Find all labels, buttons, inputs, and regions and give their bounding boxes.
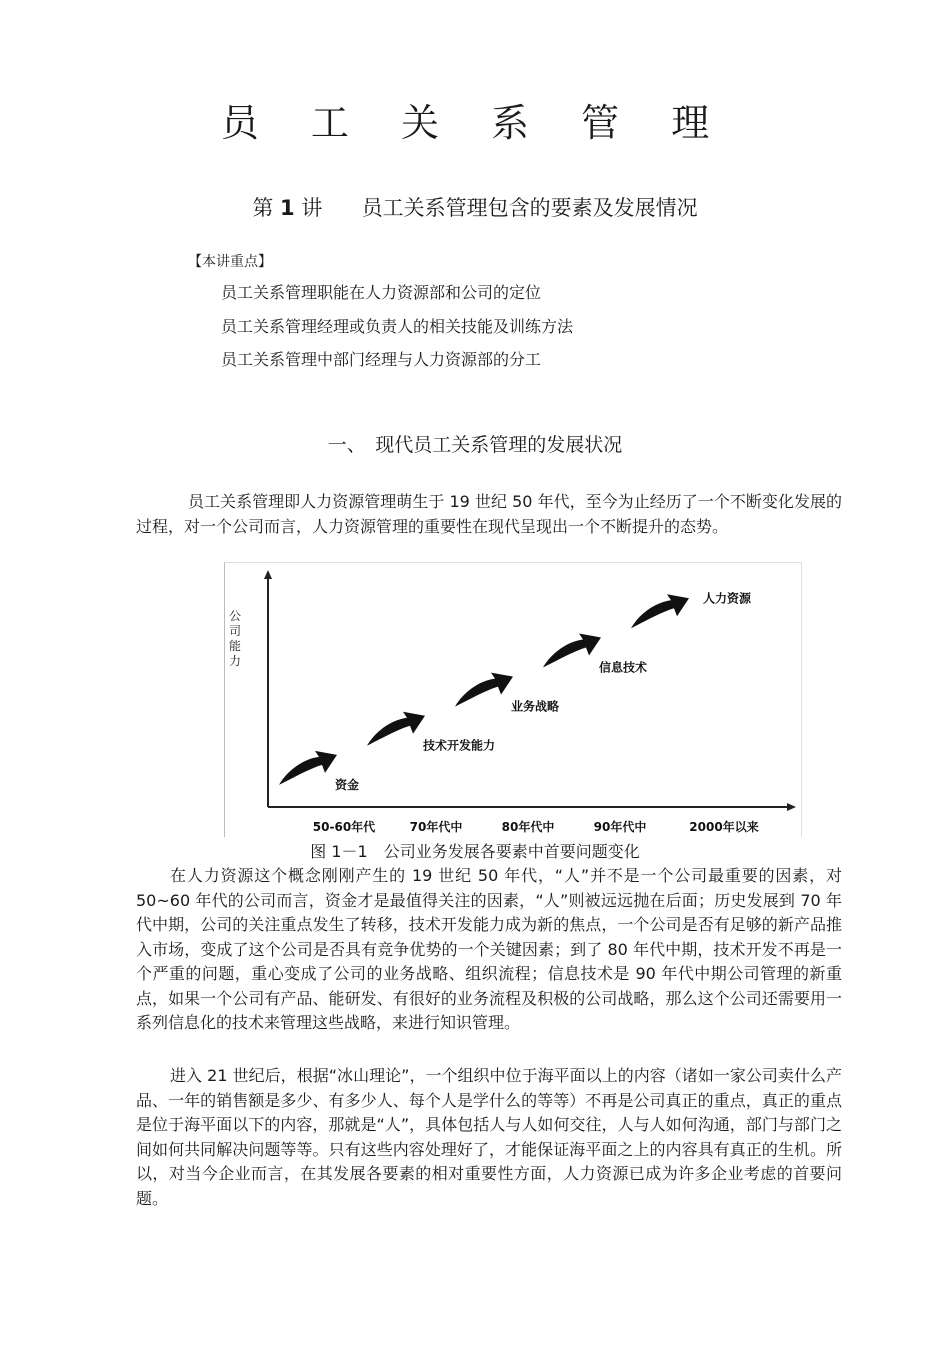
y-axis-arrow — [264, 570, 272, 579]
x-tick-label: 80年代中 — [501, 820, 555, 834]
y-axis-label-char: 力 — [228, 654, 242, 668]
growth-arrow-mark — [631, 594, 689, 628]
lecture-title: 员工关系管理包含的要素及发展情况 — [361, 196, 698, 220]
point-label: 信息技术 — [599, 660, 648, 675]
growth-arrow-mark — [455, 673, 513, 707]
key-points-label: 【本讲重点】 — [188, 254, 272, 270]
x-tick-label: 2000年以来 — [689, 820, 759, 834]
y-axis-label-char: 司 — [228, 624, 242, 638]
growth-arrow-mark — [279, 751, 337, 785]
x-tick-label: 90年代中 — [593, 820, 647, 834]
point-label: 技术开发能力 — [423, 738, 496, 753]
lecture-number-prefix: 第 — [252, 196, 274, 220]
intro-paragraph: 员工关系管理即人力资源管理萌生于 19 世纪 50 年代，至今为止经历了一个不断变化发展的过程，对一个公司而言，人力资源管理的重要性在现代呈现出一个不断提升的态势。 — [136, 492, 842, 536]
y-axis-label-char: 能 — [228, 639, 242, 653]
lecture-number-suffix: 讲 — [301, 196, 323, 220]
paragraph-history: 在人力资源这个概念刚刚产生的 19 世纪 50 年代，“人”并不是一个公司最重要的因素，对 50~60 年代的公司而言，资金才是最值得关注的因素，“人”则被远远抛在后面；历史发展到 70 年代中期，公司的关注重点发生了转移，技术开发能力成为新的焦点，一个公司是否有足够的新产品推入市场，变成了这个公司是否具有竞争优势的一个关键因素；到了 80 年代中期，技术开发不再是一个严重的问题，重心变成了公司的业务战略、组织流程；信息技术是 90 年代中期公司管理的新重点，如果一个公司有产品、能研发、有很好的业务流程及积极的公司战略，那么这个公司还需要用一系列信息化的技术来管理这些战略，来进行知识管理。 — [136, 866, 842, 1032]
growth-arrow-mark — [543, 633, 601, 667]
section-heading: 一、 现代员工关系管理的发展状况 — [327, 434, 623, 456]
chart-svg — [224, 562, 802, 837]
figure-caption: 图 1－1 公司业务发展各要素中首要问题变化 — [310, 842, 640, 861]
lecture-number: 1 — [280, 196, 295, 220]
x-tick-label: 70年代中 — [409, 820, 463, 834]
document-title: 员 工 关 系 管 理 — [220, 101, 730, 145]
figure-chart — [224, 562, 802, 837]
key-point-2: 员工关系管理经理或负责人的相关技能及训练方法 — [221, 317, 574, 336]
point-label: 人力资源 — [703, 591, 752, 606]
growth-arrow-mark — [367, 712, 425, 746]
y-axis-label-char: 公 — [228, 609, 242, 623]
chart-layer — [229, 570, 796, 834]
paragraph-iceberg: 进入 21 世纪后，根据“冰山理论”，一个组织中位于海平面以上的内容（诸如一家公司卖什么产品、一年的销售额是多少、有多少人、每个人是学什么的等等）不再是公司真正的重点，真正的重点是位于海平面以下的内容，那就是“人”，具体包括人与人如何交往，人与人如何沟通，部门与部门之间如何共同解决问题等等。只有这些内容处理好了，才能保证海平面之上的内容具有真正的生机。所以，对当今企业而言，在其发展各要素的相对重要性方面，人力资源已成为许多企业考虑的首要问题。 — [136, 1066, 842, 1208]
key-point-3: 员工关系管理中部门经理与人力资源部的分工 — [221, 350, 542, 369]
lecture-heading — [0, 192, 950, 222]
x-axis-arrow — [787, 803, 796, 811]
x-tick-label: 50-60年代 — [312, 820, 376, 834]
key-point-1: 员工关系管理职能在人力资源部和公司的定位 — [221, 283, 542, 302]
point-label: 业务战略 — [511, 699, 560, 714]
point-label: 资金 — [335, 777, 360, 792]
